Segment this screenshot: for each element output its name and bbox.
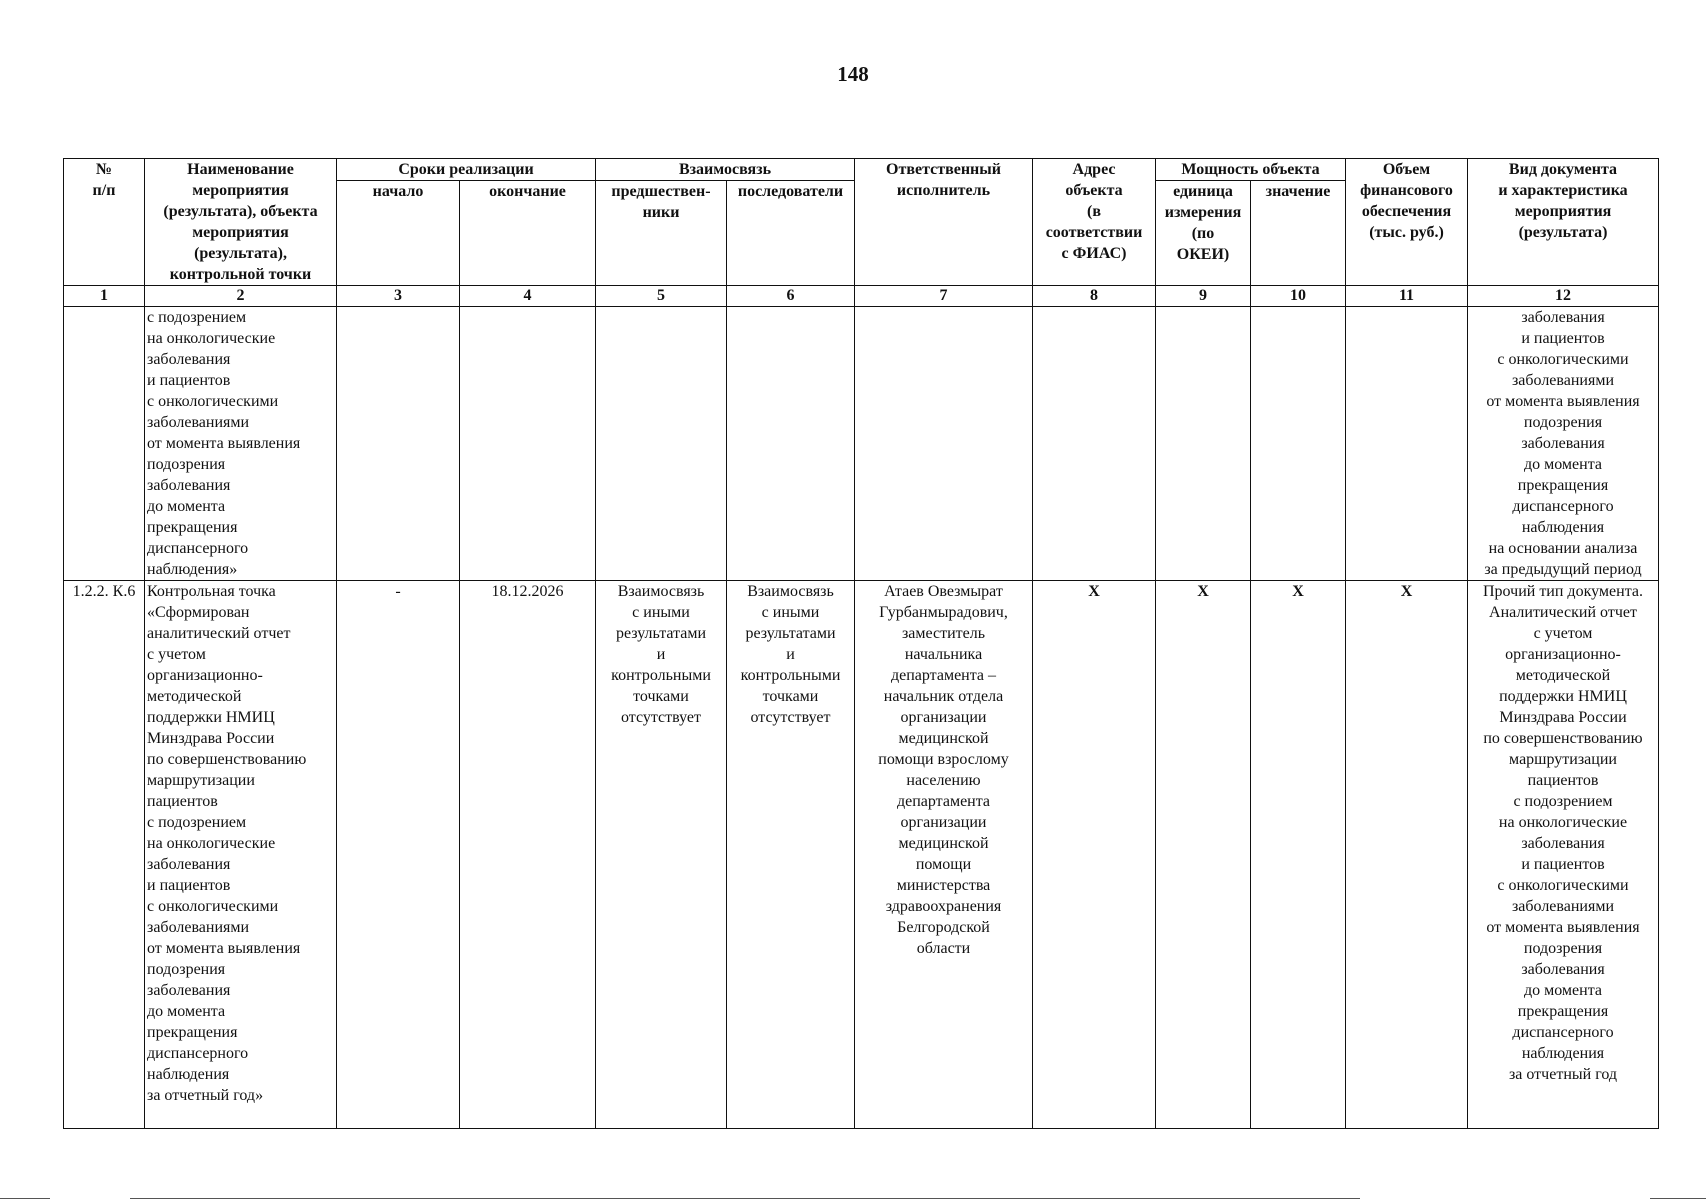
- header-row-1: [64, 159, 1659, 181]
- row-responsible: Атаев Овезмырат Гурбанмырадович, заместитель начальника департамента – начальник отдела организации медицинской помощи взрослому населению департамента организации медицинской помощи министерства здравоохранения Белгородской области: [855, 581, 1033, 1129]
- header-capacity: Мощность объекта: [1156, 159, 1346, 181]
- header-end: окончание: [460, 181, 596, 286]
- row-name: с подозрением на онкологические заболевания и пациентов с онкологическими заболеваниями от момента выявления подозрения заболевания до момента прекращения диспансерного наблюдения»: [145, 307, 337, 581]
- row-value: [1251, 307, 1346, 581]
- row-start: -: [337, 581, 460, 1129]
- scan-edge-line: [1650, 1198, 1706, 1199]
- column-number: 4: [460, 286, 596, 307]
- header-link: Взаимосвязь: [596, 159, 855, 181]
- header-unit: единица измерения (по ОКЕИ): [1156, 181, 1251, 286]
- scan-edge-line: [0, 1198, 50, 1199]
- row-unit: [1156, 307, 1251, 581]
- row-number: 1.2.2. К.6: [64, 581, 145, 1129]
- row-predecessors: Взаимосвязь с иными результатами и контрольными точками отсутствует: [596, 581, 727, 1129]
- column-number: 2: [145, 286, 337, 307]
- header-start: начало: [337, 181, 460, 286]
- row-end: 18.12.2026: [460, 581, 596, 1129]
- row-unit: X: [1156, 581, 1251, 1129]
- page-number: 148: [837, 62, 869, 86]
- row-document: Прочий тип документа. Аналитический отчет с учетом организационно- методической поддержки НМИЦ Минздрава России по совершенствованию маршрутизации пациентов с подозрением на онкологические заболевания и пациентов с онкологическими заболеваниями от момента выявления подозрения заболевания до момента прекращения диспансерного наблюдения за отчетный год: [1468, 581, 1659, 1129]
- row-end: [460, 307, 596, 581]
- row-number: [64, 307, 145, 581]
- column-number: 7: [855, 286, 1033, 307]
- row-name: Контрольная точка «Сформирован аналитический отчет с учетом организационно- методической поддержки НМИЦ Минздрава России по совершенствованию маршрутизации пациентов с подозрением на онкологические заболевания и пациентов с онкологическими заболеваниями от момента выявления подозрения заболевания до момента прекращения диспансерного наблюдения за отчетный год»: [145, 581, 337, 1129]
- row-successors: Взаимосвязь с иными результатами и контрольными точками отсутствует: [727, 581, 855, 1129]
- column-number: 8: [1033, 286, 1156, 307]
- scan-edge-line: [130, 1198, 1360, 1199]
- row-successors: [727, 307, 855, 581]
- column-number: 1: [64, 286, 145, 307]
- row-document: заболевания и пациентов с онкологическими заболеваниями от момента выявления подозрения заболевания до момента прекращения диспансерного наблюдения на основании анализа за предыдущий период: [1468, 307, 1659, 581]
- column-numbers-row: [64, 286, 1659, 307]
- column-number: 9: [1156, 286, 1251, 307]
- activity-table: [63, 158, 1659, 1129]
- column-number: 6: [727, 286, 855, 307]
- column-number: 11: [1346, 286, 1468, 307]
- header-predecessors: предшествен- ники: [596, 181, 727, 286]
- row-finance: [1346, 307, 1468, 581]
- row-responsible: [855, 307, 1033, 581]
- row-predecessors: [596, 307, 727, 581]
- header-address: Адрес объекта (в соответствии с ФИАС): [1033, 159, 1156, 286]
- row-value: X: [1251, 581, 1346, 1129]
- column-number: 5: [596, 286, 727, 307]
- header-finance: Объем финансового обеспечения (тыс. руб.): [1346, 159, 1468, 286]
- row-address: X: [1033, 581, 1156, 1129]
- table-row: [64, 581, 1659, 1129]
- table-row: [64, 307, 1659, 581]
- row-finance: X: [1346, 581, 1468, 1129]
- header-responsible: Ответственный исполнитель: [855, 159, 1033, 286]
- header-successors: последователи: [727, 181, 855, 286]
- column-number: 10: [1251, 286, 1346, 307]
- header-value: значение: [1251, 181, 1346, 286]
- row-address: [1033, 307, 1156, 581]
- column-number: 12: [1468, 286, 1659, 307]
- header-terms: Сроки реализации: [337, 159, 596, 181]
- header-name: Наименование мероприятия (результата), объекта мероприятия (результата), контрольной точки: [145, 159, 337, 286]
- row-start: [337, 307, 460, 581]
- header-document: Вид документа и характеристика мероприятия (результата): [1468, 159, 1659, 286]
- header-no: № п/п: [64, 159, 145, 286]
- column-number: 3: [337, 286, 460, 307]
